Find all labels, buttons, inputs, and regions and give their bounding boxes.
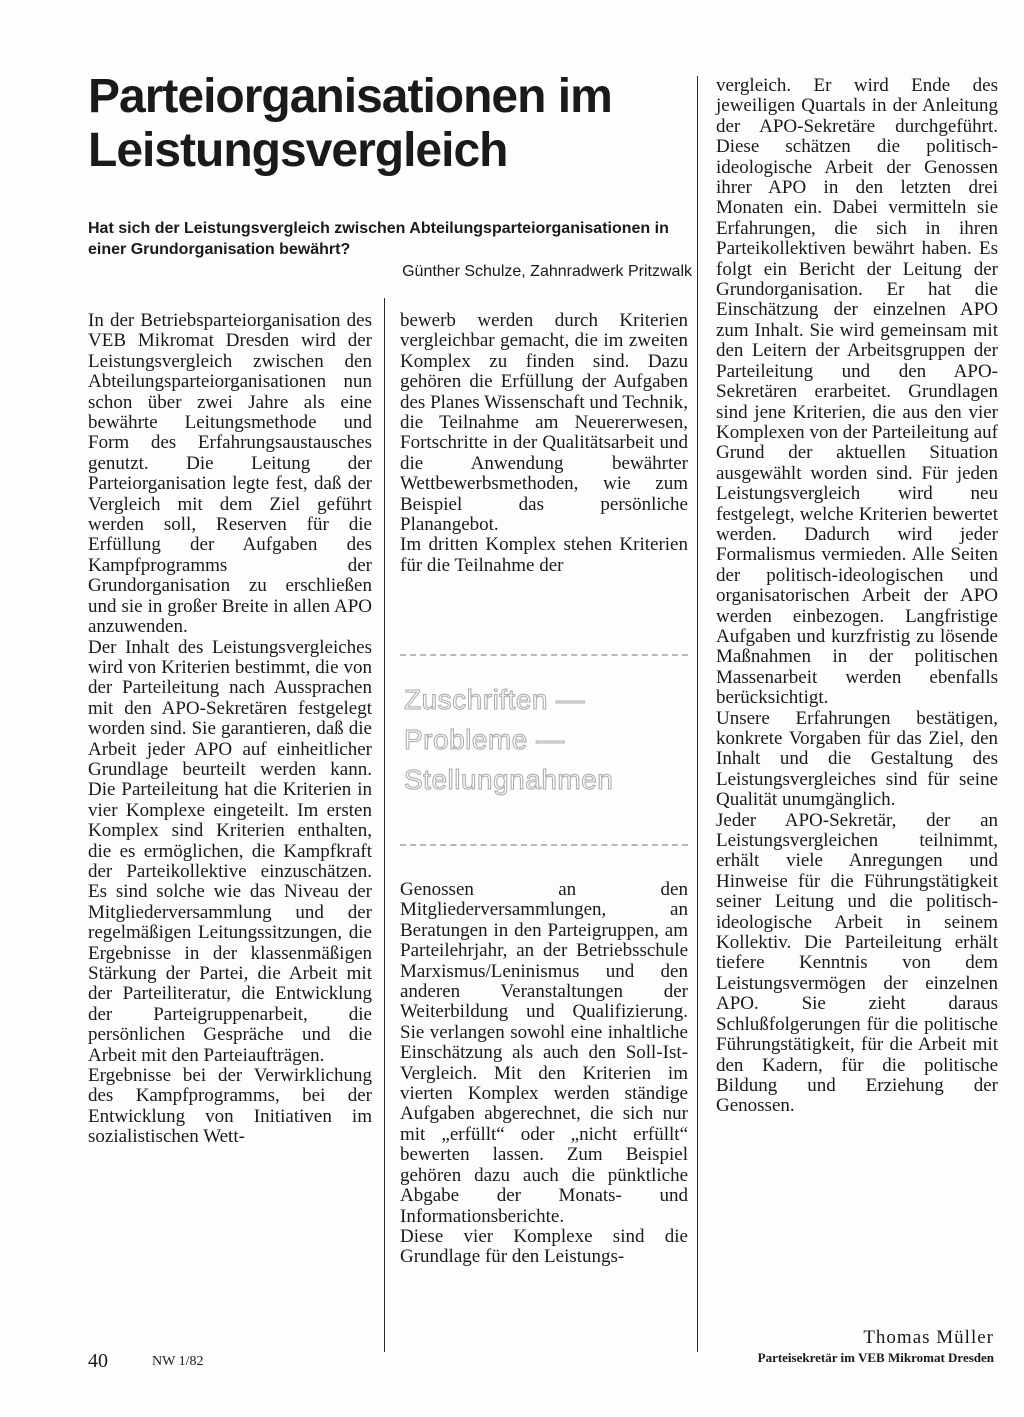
dashed-rule-bottom xyxy=(400,844,688,846)
journal-issue: NW 1/82 xyxy=(152,1354,204,1369)
paragraph: Im dritten Komplex stehen Kriterien für die Teilnahme der xyxy=(400,534,688,576)
column-divider-right xyxy=(697,76,698,1352)
column-2-bottom xyxy=(400,880,688,1268)
page-number: 40 xyxy=(88,1350,108,1372)
column-3 xyxy=(716,76,998,1117)
article-title: Parteiorganisationen im Leistungsvergleich xyxy=(88,70,612,177)
section-heading-line: Stellungnahmen xyxy=(404,764,614,795)
paragraph: Der Inhalt des Leistungsvergleiches wird von Kriterien bestimmt, die von der Parteileitung nach Aussprachen mit den APO-Sekretären festgelegt worden sind. Sie garantieren, daß die Arbeit jeder APO auf einheitlicher Grundlage beurteilt werden kann. Die Parteileitung hat die Kriterien in vier Komplexe eingeteilt. Im ersten Komplex sind Kriterien enthalten, die es ermöglichen, die Kampfkraft der Parteikollektive einzuschätzen. Es sind solche wie das Niveau der Mitgliederversammlung und der regelmäßigen Leitungssitzungen, die Ergebnisse in der klassenmäßigen Stärkung der Partei, die Arbeit mit der Parteiliteratur, die Entwicklung der Parteigruppenarbeit, die persönlichen Gespräche und die Arbeit mit den Parteiaufträgen. xyxy=(88,636,372,1066)
signature-name: Thomas Müller xyxy=(863,1327,994,1348)
section-heading-line: Zuschriften — xyxy=(404,684,585,715)
paragraph: Ergebnisse bei der Verwirklichung des Kampfprogramms, bei der Entwicklung von Initiativen im sozialistischen Wett- xyxy=(88,1065,372,1148)
dashed-rule-top xyxy=(400,654,688,656)
paragraph: bewerb werden durch Kriterien vergleichbar gemacht, die im zweiten Komplex zu finden sind. Dazu gehören die Erfüllung der Aufgaben des Planes Wissenschaft und Technik, die Teilnahme am Neuererwesen, Fortschritte in der Qualitätsarbeit und die Anwendung bewährter Wettbewerbsmethoden, wie zum Beispiel das persönliche Planangebot. xyxy=(400,310,688,536)
signature-role: Parteisekretär im VEB Mikromat Dresden xyxy=(757,1350,994,1365)
column-divider-left xyxy=(384,298,385,1352)
paragraph: vergleich. Er wird Ende des jeweiligen Quartals in der Anleitung der APO-Sekretäre durchgeführt. Diese schätzen die politisch-ideologische Arbeit der Genossen ihrer APO in den letzten drei Monaten ein. Dabei vermitteln sie Erfahrungen, die sich in ihren Parteikollektiven bewährt haben. Es folgt ein Bericht der Leitung der Grundorganisation. Er hat die Einschätzung der einzelnen APO zum Inhalt. Sie wird gemeinsam mit den Leitern der Arbeitsgruppen der Parteileitung und den APO-Sekretären erarbeitet. Grundlagen sind jene Kriterien, die aus den vier Komplexen von der Parteileitung auf Grund der aktuellen Situation ausgewählt worden sind. Für jeden Leistungsvergleich wird neu festgelegt, welche Kriterien bewertet werden. Dadurch wird jeder Formalismus vermieden. Alle Seiten der politisch-ideologischen und organisatorischen Arbeit der APO werden einbezogen. Langfristige Aufgaben und kurzfristig zu lösende Maßnahmen in der politischen Massenarbeit werden ebenfalls berücksichtigt. xyxy=(716,75,998,709)
column-2-top xyxy=(400,311,688,576)
paragraph: Jeder APO-Sekretär, der an Leistungsvergleichen teilnimmt, erhält viele Anregungen und Hinweise für die Führungstätigkeit seiner Leitung und die politisch-ideologische Arbeit in seinem Kollektiv. Die Parteileitung erhält tiefere Kenntnis von dem Leistungsvermögen der einzelnen APO. Sie zieht daraus Schlußfolgerungen für die politische Führungstätigkeit, für die Arbeit mit den Kadern, für die politische Bildung und Erziehung der Genossen. xyxy=(716,809,998,1117)
section-heading-box xyxy=(400,650,688,850)
paragraph: Unsere Erfahrungen bestätigen, konkrete Vorgaben für das Ziel, den Inhalt und die Gestaltung des Leistungsvergleiches sind für seine Qualität unumgänglich. xyxy=(716,707,998,811)
section-heading-line: Probleme — xyxy=(404,724,565,755)
column-1 xyxy=(88,311,372,1148)
section-heading xyxy=(404,680,613,800)
reader-question: Hat sich der Leistungsvergleich zwischen Abteilungsparteiorganisationen in einer Grundorganisation bewährt? xyxy=(88,220,669,258)
paragraph: Genossen an den Mitgliederversammlungen, an Beratungen in den Parteigruppen, am Parteilehrjahr, an der Betriebsschule Marxismus/Leninismus und den anderen Veranstaltungen der Weiterbildung und Qualifizierung. Sie verlangen sowohl eine inhaltliche Einschätzung als auch den Soll-Ist-Vergleich. Mit den Kriterien im vierten Komplex werden ständige Aufgaben abgerechnet, die sich nur mit „erfüllt“ oder „nicht erfüllt“ bewerten lassen. Zum Beispiel gehören dazu auch die pünktliche Abgabe der Monats- und Informationsberichte. xyxy=(400,879,688,1227)
paragraph: In der Betriebsparteiorganisation des VEB Mikromat Dresden wird der Leistungsvergleich zwischen den Abteilungsparteiorganisationen nun schon über zwei Jahre als eine bewährte Leitungsmethode und Form des Erfahrungsaustausches genutzt. Die Leitung der Parteiorganisation legte fest, daß der Vergleich mit dem Ziel geführt werden soll, Reserven für die Erfüllung der Aufgaben des Kampfprogramms der Grundorganisation zu erschließen und sie in großer Breite in allen APO anzuwenden. xyxy=(88,310,372,638)
paragraph: Diese vier Komplexe sind die Grundlage für den Leistungs- xyxy=(400,1225,688,1268)
question-author: Günther Schulze, Zahnradwerk Pritzwalk xyxy=(402,263,692,280)
